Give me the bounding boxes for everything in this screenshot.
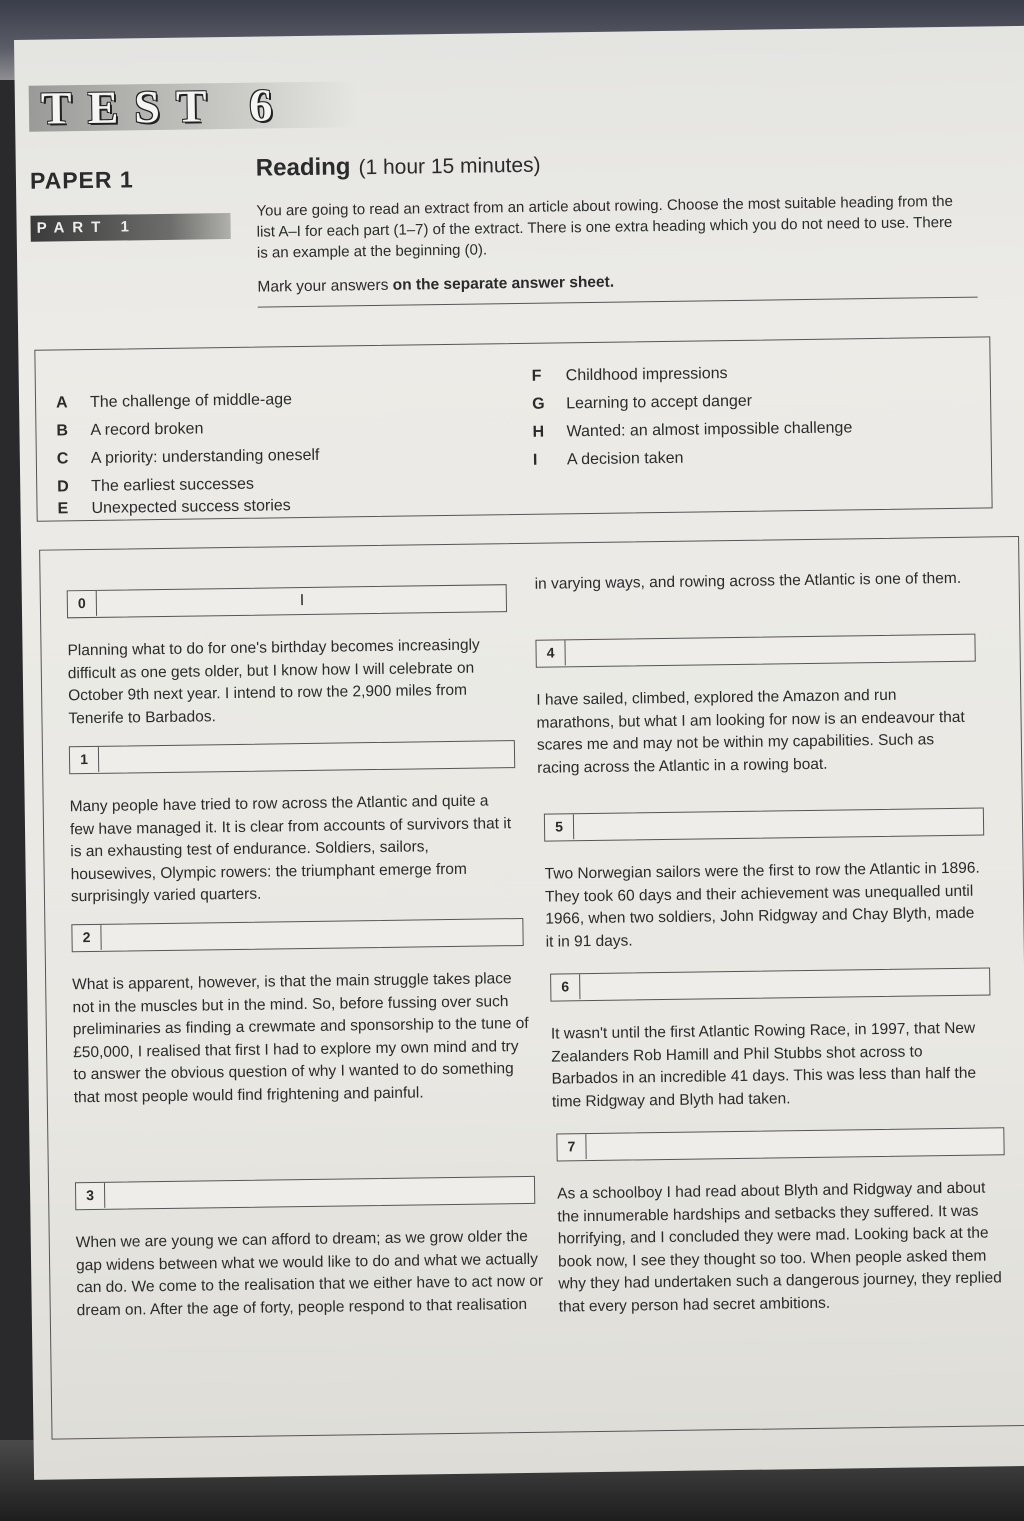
answer-box-3[interactable]: 3	[75, 1176, 535, 1210]
heading-item: I A decision taken	[532, 449, 684, 469]
paragraph-0: Planning what to do for one's birthday becomes increasingly difficult as one gets older, but I know how I will celebrate on October 9th next year. I intend to row the 2,900 miles from Tenerife to Barbados.	[67, 636, 480, 727]
answer-box-7[interactable]: 7	[556, 1127, 1004, 1161]
paragraph-2: What is apparent, however, is that the main struggle takes place not in the muscles but in the mind. So, before fussing over such preliminaries as finding a crewmate and sponsorship to the tune of £50,000, I realised that first I had to explore my own mind and try to answer the obvious question of why I wanted to do something that most people would find frightening and painful.	[72, 970, 529, 1106]
book-page	[14, 26, 1024, 1480]
mark-bold: on the separate answer sheet.	[392, 273, 615, 294]
answer-box-1[interactable]: 1	[69, 740, 515, 774]
instructions: You are going to read an extract from an article about rowing. Choose the most suitable heading from the list A–I for each part (1–7) of the extract. There is one extra heading which you do not need to use. There is an example at the beginning (0).	[256, 192, 953, 262]
paragraph-3-cont: in varying ways, and rowing across the Atlantic is one of them.	[534, 569, 962, 593]
heading-item: A The challenge of middle-age	[55, 391, 293, 412]
subject: Reading	[255, 153, 351, 182]
paragraph-1: Many people have tried to row across the Atlantic and quite a few have managed it. It is clear from accounts of survivors that it is an exhausting test of endurance. Soldiers, sailors, housewives, Olympic rowers: the triumphant emerge from surprisingly varied quarters.	[69, 792, 512, 906]
answer-box-0[interactable]: 0 I	[67, 584, 507, 618]
answer-box-4[interactable]: 4	[535, 634, 975, 668]
divider	[258, 297, 978, 308]
heading-item: B A record broken	[56, 420, 204, 440]
test-title: TEST 6	[40, 79, 289, 134]
heading-item: G Learning to accept danger	[532, 392, 753, 413]
duration: (1 hour 15 minutes)	[358, 153, 541, 180]
paragraph-7: As a schoolboy I had read about Blyth and Ridgway and about the innumerable hardships and setbacks they suffered. It was horrifying, and I concluded they were mad. Looking back at the book now, I see they thought so too. When people asked them why they had undertaken such a dangerous journey, they replied that every person had secret ambitions.	[557, 1179, 1002, 1316]
heading-item: H Wanted: an almost impossible challenge	[532, 419, 853, 441]
paragraph-5: Two Norwegian sailors were the first to row the Atlantic in 1896. They took 60 days and their achievement was unequalled until 1966, when two soldiers, John Ridgway and Chay Blyth, made it in 91 days.	[544, 859, 980, 951]
example-answer: I	[299, 592, 305, 610]
heading-item: E Unexpected success stories	[57, 497, 291, 518]
answer-box-5[interactable]: 5	[544, 808, 984, 842]
part-label: PART 1	[30, 213, 230, 242]
extract-box	[39, 536, 1024, 1440]
mark-prefix: Mark your answers	[257, 276, 393, 296]
headings-list	[34, 336, 992, 521]
heading-item: D The earliest successes	[57, 475, 255, 496]
paper-label: PAPER 1	[29, 166, 134, 194]
mark-instruction	[257, 274, 614, 297]
answer-box-6[interactable]: 6	[550, 967, 990, 1001]
answer-box-2[interactable]: 2	[71, 918, 523, 952]
paragraph-6: It wasn't until the first Atlantic Rowing Race, in 1997, that New Zealanders Rob Hamill and Phil Stubbs shot across to Barbados in an incredible 41 days. This was less than half the time Ridgway and Blyth had taken.	[550, 1019, 977, 1111]
heading-item: F Childhood impressions	[531, 365, 728, 385]
test-title-banner	[29, 81, 360, 132]
reading-title	[256, 151, 541, 183]
paragraph-3: When we are young we can afford to dream; as we grow older the gap widens between what we would like to do and what we actually can do. We come to the realisation that we either have to act now or dream on. After the age of forty, people respond to that realisation	[75, 1227, 544, 1319]
heading-item: C A priority: understanding oneself	[56, 446, 320, 468]
paragraph-4: I have sailed, climbed, explored the Amazon and run marathons, but what I am looking for now is an endeavour that scares me and may not be within my capabilities. Such as racing across the Atlantic in a rowing boat.	[536, 686, 965, 777]
